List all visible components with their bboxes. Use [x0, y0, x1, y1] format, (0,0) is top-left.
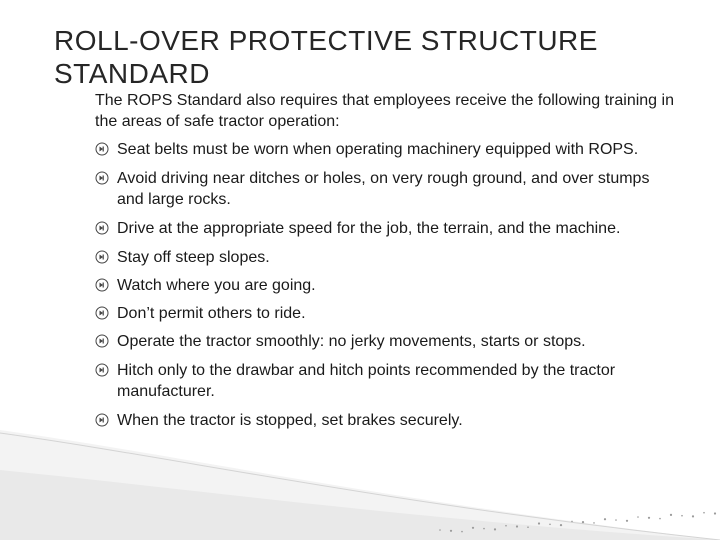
decorative-dot — [450, 530, 452, 532]
slide-title: ROLL-OVER PROTECTIVE STRUCTURE STANDARD — [54, 25, 598, 89]
decorative-dot — [461, 531, 463, 533]
bullet-item — [95, 303, 675, 324]
circled-arrow-icon — [95, 278, 109, 292]
decorative-dot — [615, 519, 617, 521]
circled-arrow-icon — [95, 413, 109, 427]
decorative-dot — [527, 526, 529, 528]
decorative-dot — [692, 515, 694, 517]
bullet-item — [95, 410, 675, 431]
circled-arrow-icon — [95, 250, 109, 264]
decorative-dot — [439, 529, 441, 531]
bullet-text: Seat belts must be worn when operating machinery equipped with ROPS. — [117, 141, 639, 158]
decorative-dot — [571, 521, 573, 523]
decorative-dot — [582, 521, 584, 523]
decorative-dot — [516, 525, 518, 527]
decorative-dot — [659, 518, 661, 520]
decorative-dot — [505, 525, 507, 527]
decorative-dot — [681, 515, 683, 517]
bullet-item — [95, 360, 675, 402]
decorative-dot — [648, 517, 650, 519]
decorative-dot — [670, 514, 672, 516]
bullet-text: Avoid driving near ditches or holes, on very rough ground, and over stumps and large rocks. — [117, 170, 650, 208]
bullet-text: Operate the tractor smoothly: no jerky movements, starts or stops. — [117, 333, 586, 350]
bullet-text: Hitch only to the drawbar and hitch points recommended by the tractor manufacturer. — [117, 362, 616, 400]
decorative-dot — [538, 522, 540, 524]
decorative-dot — [494, 528, 496, 530]
decorative-dot — [593, 522, 595, 524]
circled-arrow-icon — [95, 171, 109, 185]
intro-text: The ROPS Standard also requires that employees receive the following training in the areas of safe tractor operation: — [95, 92, 674, 130]
bullet-item — [95, 247, 675, 268]
decorative-band — [0, 430, 720, 540]
circled-arrow-icon — [95, 306, 109, 320]
bullet-text: Don’t permit others to ride. — [117, 305, 306, 322]
decorative-dot — [703, 512, 705, 514]
decorative-dot — [472, 527, 474, 529]
bullet-item — [95, 331, 675, 352]
bullet-item — [95, 139, 675, 160]
bullet-text: Watch where you are going. — [117, 277, 316, 294]
decorative-band-inner — [0, 470, 720, 540]
decorative-dots — [439, 512, 716, 532]
circled-arrow-icon — [95, 334, 109, 348]
decorative-dot — [560, 524, 562, 526]
decorative-dot — [549, 524, 551, 526]
bullet-text: When the tractor is stopped, set brakes securely. — [117, 412, 463, 429]
circled-arrow-icon — [95, 363, 109, 377]
bullet-text: Drive at the appropriate speed for the job, the terrain, and the machine. — [117, 220, 621, 237]
bullet-item — [95, 275, 675, 296]
decorative-dot — [604, 518, 606, 520]
bullet-text: Stay off steep slopes. — [117, 249, 270, 266]
bullet-item — [95, 218, 675, 239]
circled-arrow-icon — [95, 221, 109, 235]
decorative-dot — [637, 516, 639, 518]
decorative-dot — [714, 512, 716, 514]
bullet-list — [95, 139, 675, 431]
circled-arrow-icon — [95, 142, 109, 156]
decorative-dot — [626, 520, 628, 522]
decorative-line — [0, 433, 720, 540]
bullet-item — [95, 168, 675, 210]
decorative-dot — [483, 528, 485, 530]
